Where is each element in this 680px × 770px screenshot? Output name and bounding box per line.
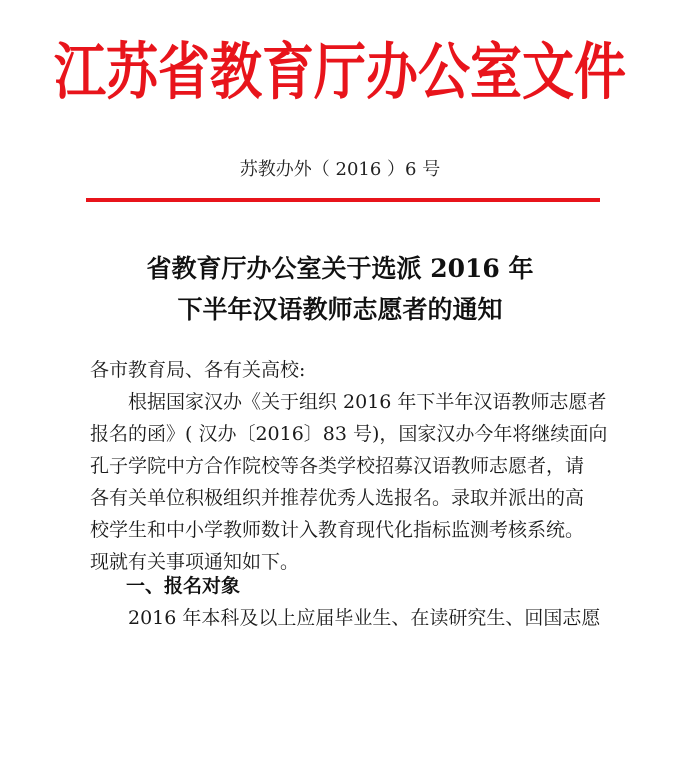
salutation: 各市教育局、各有关高校: — [90, 359, 306, 381]
notice-title-line-2: 下半年汉语教师志愿者的通知 — [177, 295, 503, 324]
body-line-5: 校学生和中小学教师数计入教育现代化指标监测考核系统。 — [90, 519, 585, 541]
body-line-3: 孔子学院中方合作院校等各类学校招募汉语教师志愿者，请 — [90, 455, 585, 477]
body-line-6: 现就有关事项通知如下。 — [90, 551, 300, 573]
document-header-title: 江苏省教育厅办公室文件 — [53, 37, 626, 109]
section-1-text: 2016 年本科及以上应届毕业生、在读研究生、回国志愿 — [128, 607, 601, 629]
body-line-2: 报名的函》( 汉办〔2016〕83 号)，国家汉办今年将继续面向 — [90, 423, 608, 445]
body-line-4: 各有关单位积极组织并推荐优秀人选报名。录取并派出的高 — [90, 487, 585, 509]
section-heading-1: 一、报名对象 — [126, 575, 241, 597]
header-red-rule — [86, 198, 600, 202]
notice-title-line-1: 省教育厅办公室关于选派 2016 年 — [146, 254, 534, 283]
document-number: 苏教办外（ 2016 ）6 号 — [239, 159, 441, 180]
body-line-1: 根据国家汉办《关于组织 2016 年下半年汉语教师志愿者 — [128, 391, 607, 413]
